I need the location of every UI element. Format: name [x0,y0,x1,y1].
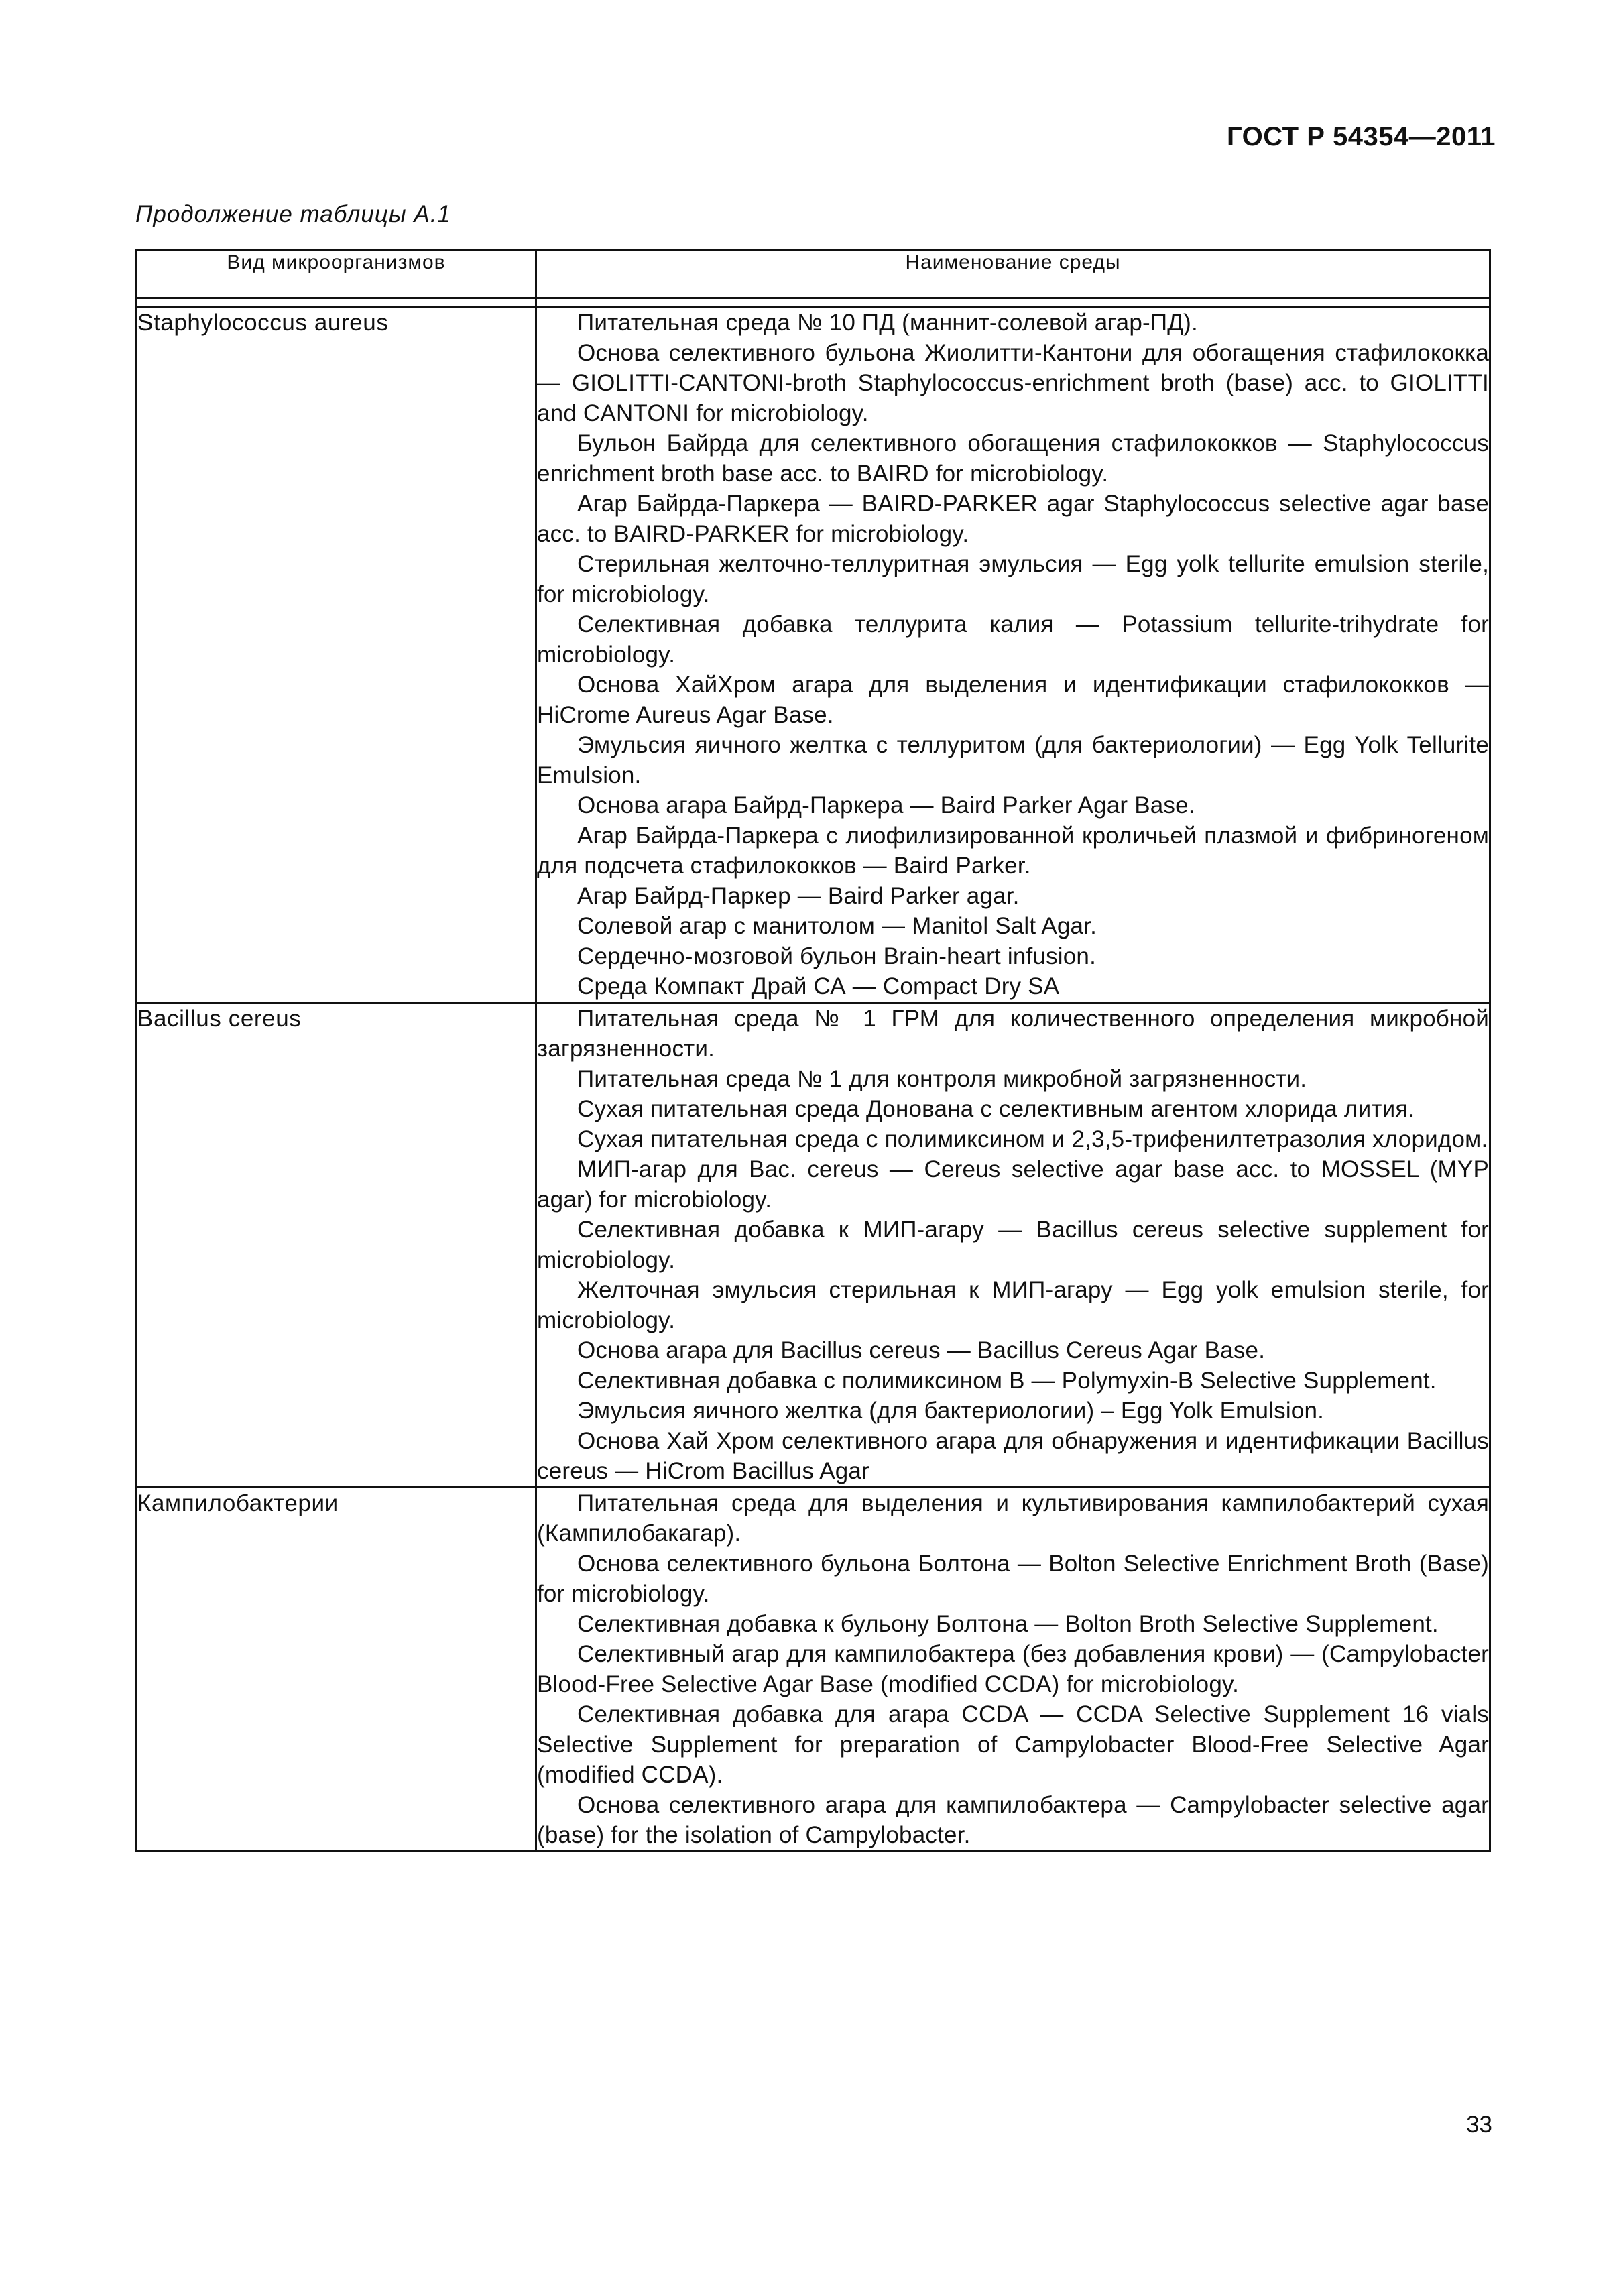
table-row [137,307,1490,1003]
medium-entry: МИП-агар для Bac. cereus — Cereus selective agar base acc. to MOSSEL (MYP agar) for microbiology. [537,1156,1489,1213]
table-header-row [137,251,1490,298]
medium-entry: Селективная добавка теллурита калия — Potassium tellurite-trihydrate for microbiology. [537,611,1489,668]
medium-entry: Сухая питательная среда Донована с селективным агентом хлорида лития. [577,1096,1415,1122]
medium-entry: Стерильная желточно-теллуритная эмульсия — Egg yolk tellurite emulsion sterile, for microbiology. [537,551,1489,607]
medium-entry: Бульон Байрда для селективного обогащения стафилококков — Staphylococcus enrichment broth base acc. to BAIRD for microbiology. [537,430,1489,487]
media-cell [536,307,1490,1003]
medium-entry: Эмульсия яичного желтка с теллуритом (для бактериологии) — Egg Yolk Tellurite Emulsion. [537,732,1489,788]
medium-entry: Питательная среда № 1 ГРМ для количественного определения микробной загрязненности. [537,1006,1489,1062]
table-row [137,1003,1490,1488]
organism-cell: Staphylococcus aureus [137,307,536,1003]
medium-entry: Основа агара Байрд-Паркера — Baird Parker Agar Base. [577,792,1195,819]
medium-entry: Питательная среда для выделения и культивирования кампилобактерий сухая (Кампилобакагар). [537,1490,1489,1547]
medium-entry: Агар Байрда-Паркера — BAIRD-PARKER agar Staphylococcus selective agar base acc. to BAIRD-PARKER for microbiology. [537,491,1489,547]
media-cell [536,1003,1490,1488]
media-cell [536,1488,1490,1852]
medium-entry: Среда Компакт Драй СА — Compact Dry SA [577,973,1060,1000]
header-separator [137,298,1490,307]
medium-entry: Селективный агар для кампилобактера (без добавления крови) — (Campylobacter Blood-Free Selective Agar Base (modified CCDA) for microbiology. [537,1641,1489,1697]
medium-entry: Основа селективного агара для кампилобактера — Campylobacter selective agar (base) for the isolation of Campylobacter. [537,1792,1489,1848]
medium-entry: Селективная добавка к бульону Болтона — Bolton Broth Selective Supplement. [577,1611,1439,1637]
organism-cell: Bacillus cereus [137,1003,536,1488]
medium-entry: Солевой агар с манитолом — Manitol Salt Agar. [577,913,1097,939]
medium-entry: Основа селективного бульона Болтона — Bolton Selective Enrichment Broth (Base) for microbiology. [537,1551,1489,1607]
medium-entry: Селективная добавка с полимиксином В — Polymyxin-B Selective Supplement. [577,1368,1437,1394]
media-table [135,249,1491,1852]
medium-entry: Сердечно-мозговой бульон Brain-heart infusion. [577,943,1097,969]
medium-entry: Сухая питательная среда с полимиксином и 2,3,5-трифенилтетразолия хлоридом. [577,1126,1488,1152]
medium-entry: Селективная добавка для агара CCDA — CCDA Selective Supplement 16 vials Selective Supplement for preparation of Campylobacter Blood-Free Selective Agar (modified CCDA). [537,1701,1489,1788]
table-row [137,1488,1490,1852]
medium-entry: Агар Байрд-Паркер — Baird Parker agar. [577,883,1020,909]
column-header-organism: Вид микроорганизмов [137,251,536,298]
medium-entry: Основа агара для Bacillus cereus — Bacillus Cereus Agar Base. [577,1337,1266,1364]
medium-entry: Селективная добавка к МИП-агару — Bacillus cereus selective supplement for microbiology. [537,1217,1489,1273]
column-header-medium: Наименование среды [536,251,1490,298]
medium-entry: Желточная эмульсия стерильная к МИП-агару — Egg yolk emulsion sterile, for microbiology. [537,1277,1489,1333]
medium-entry: Питательная среда № 1 для контроля микробной загрязненности. [577,1066,1307,1092]
table-caption: Продолжение таблицы А.1 [135,201,451,227]
medium-entry: Основа селективного бульона Жиолитти-Кантони для обогащения стафилококка — GIOLITTI-CANTONI-broth Staphylococcus-enrichment broth (base) acc. to GIOLITTI and CANTONI for microbiology. [537,340,1489,426]
medium-entry: Эмульсия яичного желтка (для бактериологии) – Egg Yolk Emulsion. [577,1398,1325,1424]
medium-entry: Питательная среда № 10 ПД (маннит-солевой агар-ПД). [577,310,1198,336]
document-code: ГОСТ Р 54354—2011 [1227,122,1496,152]
organism-cell: Кампилобактерии [137,1488,536,1852]
medium-entry: Основа Хай Хром селективного агара для обнаружения и идентификации Bacillus cereus — HiCrom Bacillus Agar [537,1428,1489,1484]
medium-entry: Агар Байрда-Паркера с лиофилизированной кроличьей плазмой и фибриногеном для подсчета стафилококков — Baird Parker. [537,823,1489,879]
medium-entry: Основа ХайХром агара для выделения и идентификации стафилококков — HiCrome Aureus Agar Base. [537,672,1489,728]
table-body [137,307,1490,1852]
page-number: 33 [1466,2112,1492,2138]
